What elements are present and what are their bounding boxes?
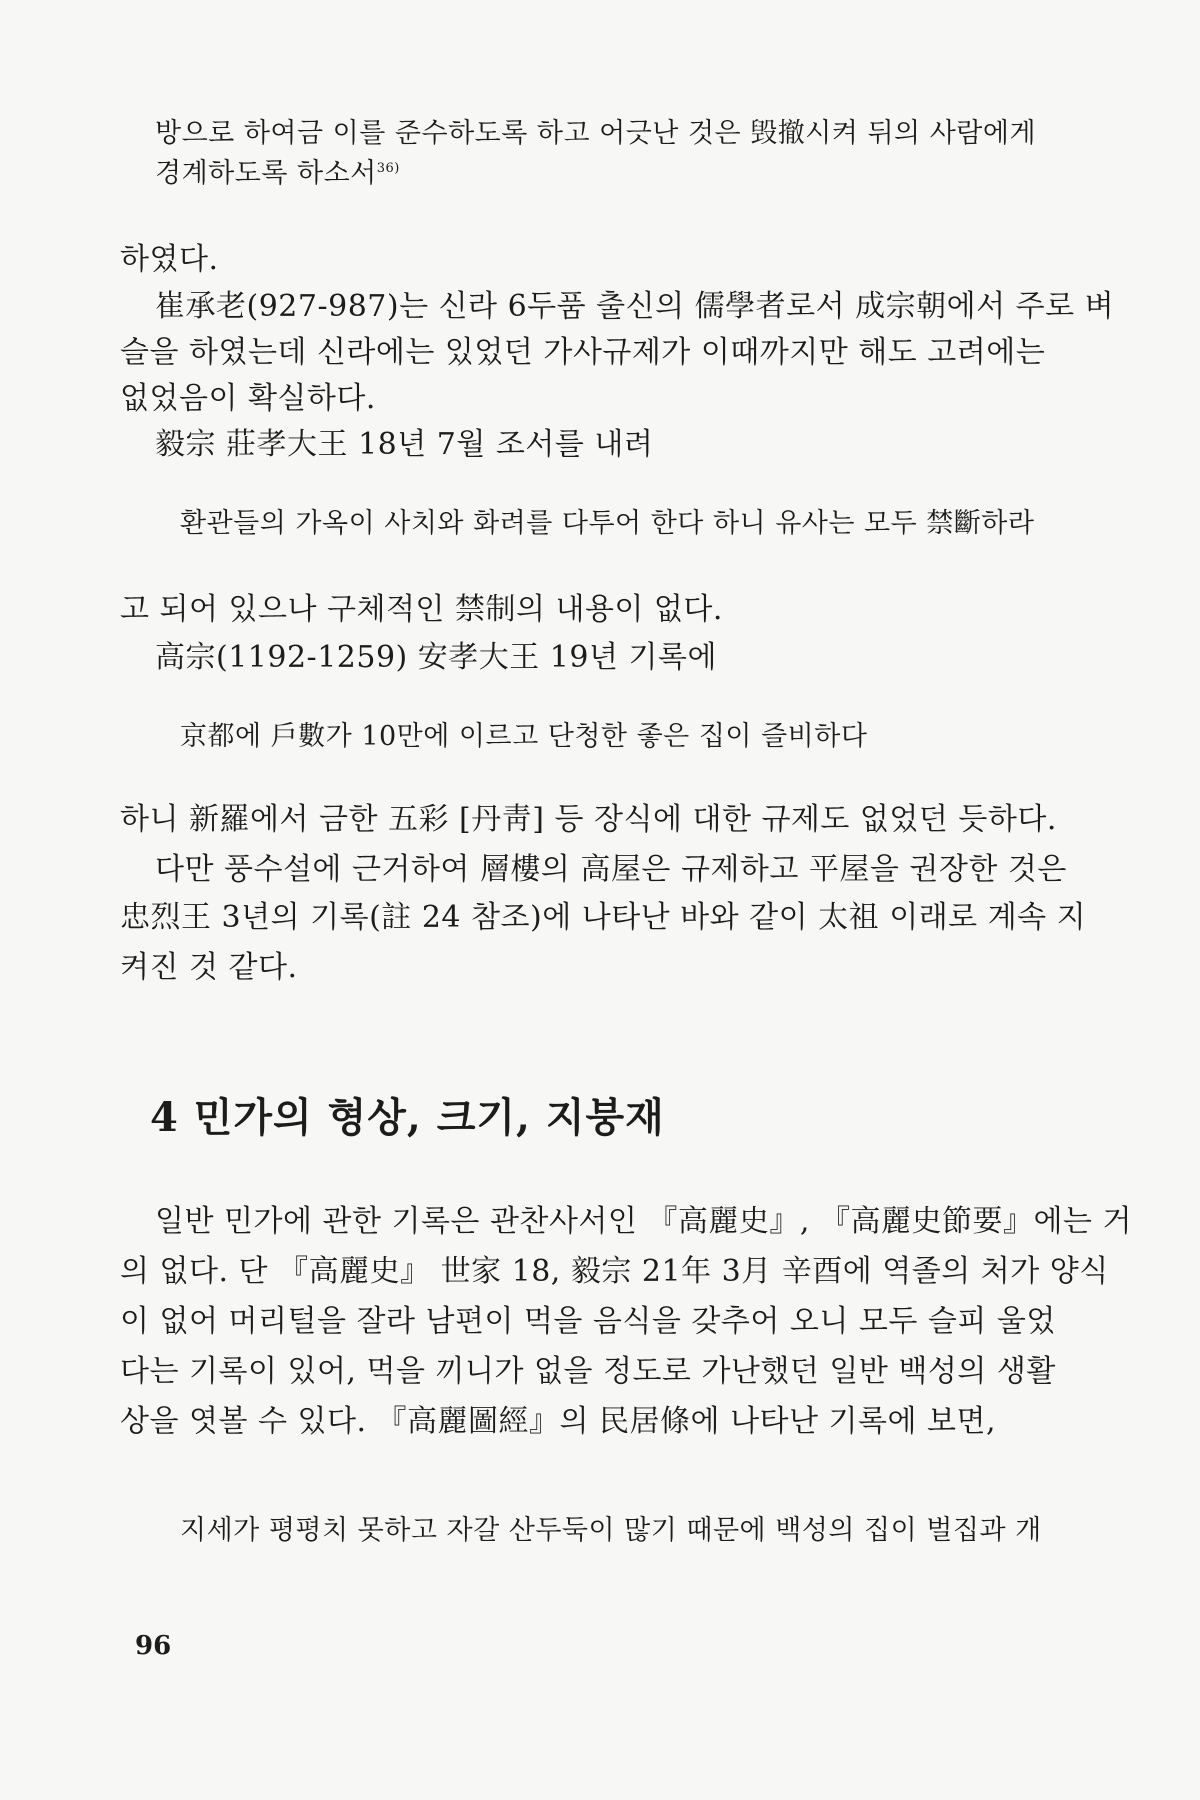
- quote-line: 지세가 평평치 못하고 자갈 산두둑이 많기 때문에 백성의 집이 벌집과 개: [180, 1515, 1042, 1546]
- paragraph-line: 忠烈王 3년의 기록(註 24 참조)에 나타난 바와 같이 太祖 이래로 계속 지: [120, 900, 1087, 935]
- paragraph-line: 하였다.: [120, 242, 219, 277]
- section-heading: 4 민가의 형상, 크기, 지붕재: [150, 1094, 665, 1141]
- quote-line: 환관들의 가옥이 사치와 화려를 다투어 한다 하니 유사는 모두 禁斷하라: [180, 508, 1035, 539]
- paragraph-line: 다만 풍수설에 근거하여 層樓의 高屋은 규제하고 平屋을 권장한 것은: [155, 852, 1067, 887]
- quote-line-text: 경계하도록 하소서: [155, 158, 377, 189]
- quote-line: [155, 160, 400, 187]
- paragraph-line: 하니 新羅에서 금한 五彩 [丹靑] 등 장식에 대한 규제도 없었던 듯하다.: [120, 802, 1057, 837]
- quote-line: 京都에 戶數가 10만에 이르고 단청한 좋은 집이 즐비하다: [180, 721, 868, 752]
- paragraph-line: 없었음이 확실하다.: [120, 381, 376, 416]
- paragraph-line: 슬을 하였는데 신라에는 있었던 가사규제가 이때까지만 해도 고려에는: [120, 335, 1046, 370]
- page-number: 96: [135, 1631, 172, 1661]
- quote-line: 방으로 하여금 이를 준수하도록 하고 어긋난 것은 毁撤시켜 뒤의 사람에게: [155, 118, 1037, 149]
- paragraph-line: 이 없어 머리털을 잘라 남편이 먹을 음식을 갖추어 오니 모두 슬피 울었: [120, 1304, 1056, 1339]
- paragraph-line: 毅宗 莊孝大王 18년 7월 조서를 내려: [155, 427, 654, 462]
- paragraph-line: 켜진 것 같다.: [120, 950, 298, 985]
- paragraph-line: 의 없다. 단 『高麗史』 世家 18, 毅宗 21年 3月 辛酉에 역졸의 처가 양식: [120, 1254, 1109, 1289]
- paragraph-line: 고 되어 있으나 구체적인 禁制의 내용이 없다.: [120, 592, 723, 627]
- paragraph-line: 상을 엿볼 수 있다. 『高麗圖經』의 民居條에 나타난 기록에 보면,: [120, 1404, 997, 1439]
- paragraph-line: 崔承老(927-987)는 신라 6두품 출신의 儒學者로서 成宗朝에서 주로 벼: [155, 289, 1115, 324]
- footnote-marker: 36): [376, 161, 400, 176]
- paragraph-line: 高宗(1192-1259) 安孝大王 19년 기록에: [155, 640, 717, 675]
- paragraph-line: 다는 기록이 있어, 먹을 끼니가 없을 정도로 가난했던 일반 백성의 생활: [120, 1354, 1056, 1389]
- paragraph-line: 일반 민가에 관한 기록은 관찬사서인 『高麗史』, 『高麗史節要』에는 거: [155, 1204, 1132, 1239]
